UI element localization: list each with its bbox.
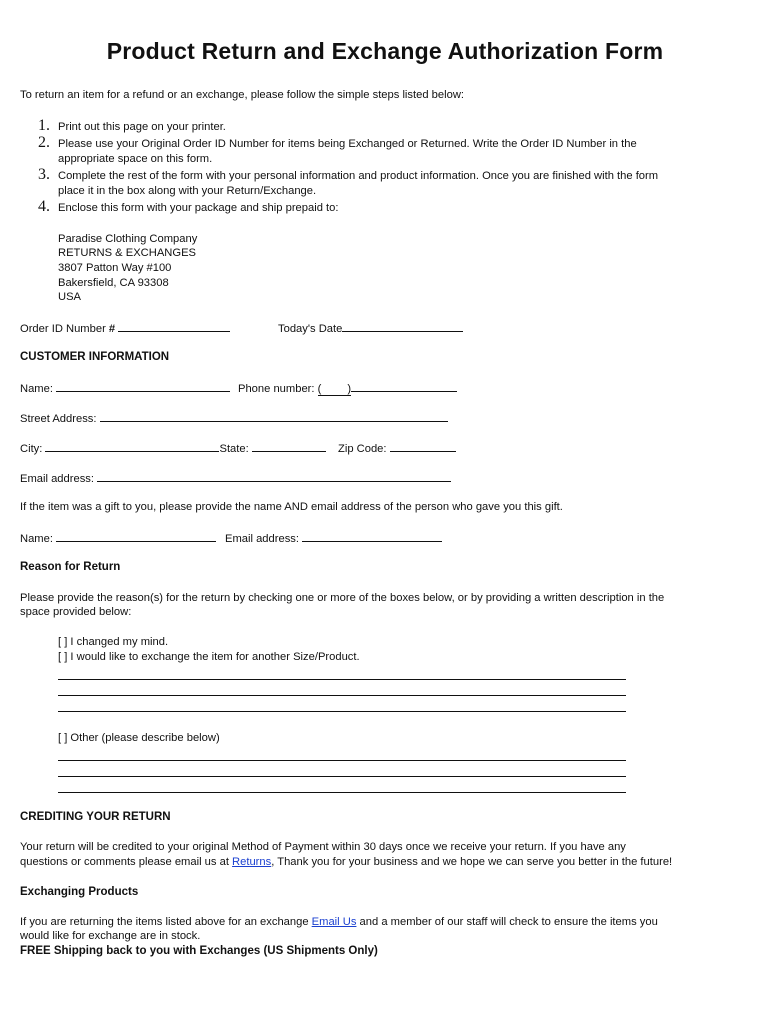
date-field[interactable] (278, 320, 463, 336)
order-id-field[interactable] (20, 320, 230, 336)
gift-email-blank[interactable] (302, 530, 442, 542)
date-label: Today's Date (278, 323, 343, 335)
reason-instructions: Please provide the reason(s) for the return by checking one or more of the boxes below, or by providing a written description in the (20, 592, 665, 604)
crediting-text-part: questions or comments please email us at (20, 856, 229, 868)
gift-name-label: Name: (20, 533, 53, 545)
description-line[interactable] (58, 792, 626, 793)
phone-blank[interactable] (351, 380, 457, 392)
step-number: 4. (38, 198, 50, 215)
gift-name-blank[interactable] (56, 530, 216, 542)
street-field[interactable] (20, 410, 448, 426)
returns-email-link[interactable]: Returns (232, 856, 272, 868)
reason-heading: Reason for Return (20, 561, 121, 573)
email-label: Email address: (20, 473, 94, 485)
phone-area-code[interactable] (318, 383, 351, 396)
city-blank[interactable] (45, 440, 219, 452)
phone-field[interactable] (238, 380, 457, 396)
description-line[interactable] (58, 760, 626, 761)
address-line: 3807 Patton Way #100 (58, 262, 172, 274)
checkbox-exchange[interactable]: [ ] I would like to exchange the item for another Size/Product. (58, 651, 360, 663)
zip-label: Zip Code: (338, 443, 387, 455)
step-text: Please use your Original Order ID Number for items being Exchanged or Returned. Write the Order ID Number in the (58, 138, 637, 150)
state-label: State: (219, 443, 249, 455)
page-title: Product Return and Exchange Authorization Form (106, 38, 664, 64)
name-field[interactable] (20, 380, 230, 396)
city-label: City: (20, 443, 43, 455)
description-line[interactable] (58, 711, 626, 712)
phone-paren-open: ( (317, 383, 322, 395)
name-label: Name: (20, 383, 53, 395)
zip-field[interactable] (338, 440, 456, 456)
order-id-blank[interactable] (118, 320, 230, 332)
exchanging-heading: Exchanging Products (20, 886, 139, 898)
reason-instructions: space provided below: (20, 606, 132, 618)
address-line: Bakersfield, CA 93308 (58, 277, 169, 289)
email-field[interactable] (20, 470, 451, 486)
exchanging-text (20, 915, 658, 929)
address-line: RETURNS & EXCHANGES (58, 247, 197, 259)
gift-email-field[interactable] (225, 530, 442, 546)
city-field[interactable] (20, 440, 326, 456)
step-number: 1. (38, 117, 50, 134)
step-text: appropriate space on this form. (58, 153, 213, 165)
order-id-hash: # (108, 323, 116, 335)
address-line: USA (58, 291, 82, 303)
customer-info-heading: CUSTOMER INFORMATION (20, 351, 170, 363)
phone-label: Phone number: (238, 383, 315, 395)
step-text: Complete the rest of the form with your personal information and product information. Once you are finished with the form (58, 170, 659, 182)
email-blank[interactable] (97, 470, 451, 482)
step-number: 3. (38, 166, 50, 183)
checkbox-changed-mind[interactable]: [ ] I changed my mind. (58, 636, 169, 648)
state-blank[interactable] (252, 440, 326, 452)
free-shipping-note: FREE Shipping back to you with Exchanges (US Shipments Only) (20, 945, 378, 957)
step-text: place it in the box along with your Return/Exchange. (58, 185, 317, 197)
street-label: Street Address: (20, 413, 97, 425)
gift-email-label: Email address: (225, 533, 299, 545)
order-id-label: Order ID Number (20, 323, 106, 335)
crediting-text: Your return will be credited to your original Method of Payment within 30 days once we receive your return. If you have any (20, 841, 626, 853)
description-line[interactable] (58, 776, 626, 777)
exchanging-text-part: If you are returning the items listed above for an exchange (20, 916, 309, 928)
exchanging-text-part: and a member of our staff will check to ensure the items you (359, 916, 658, 928)
zip-blank[interactable] (390, 440, 456, 452)
crediting-heading: CREDITING YOUR RETURN (20, 811, 171, 823)
crediting-text (20, 855, 672, 869)
gift-note: If the item was a gift to you, please provide the name AND email address of the person who gave you this gift. (20, 501, 563, 513)
checkbox-other[interactable]: [ ] Other (please describe below) (58, 732, 220, 744)
step-number: 2. (38, 134, 50, 151)
step-text: Print out this page on your printer. (58, 121, 226, 133)
email-us-link[interactable]: Email Us (311, 916, 357, 928)
crediting-text-part: , Thank you for your business and we hope we can serve you better in the future! (271, 856, 673, 868)
intro-text: To return an item for a refund or an exchange, please follow the simple steps listed below: (20, 89, 465, 101)
date-blank[interactable] (342, 320, 463, 332)
exchanging-text: would like for exchange are in stock. (20, 930, 201, 942)
street-blank[interactable] (100, 410, 448, 422)
name-blank[interactable] (56, 380, 230, 392)
step-text: Enclose this form with your package and ship prepaid to: (58, 202, 339, 214)
description-line[interactable] (58, 679, 626, 680)
address-line: Paradise Clothing Company (58, 233, 198, 245)
gift-name-field[interactable] (20, 530, 216, 546)
description-line[interactable] (58, 695, 626, 696)
phone-paren-close: ) (347, 383, 352, 395)
